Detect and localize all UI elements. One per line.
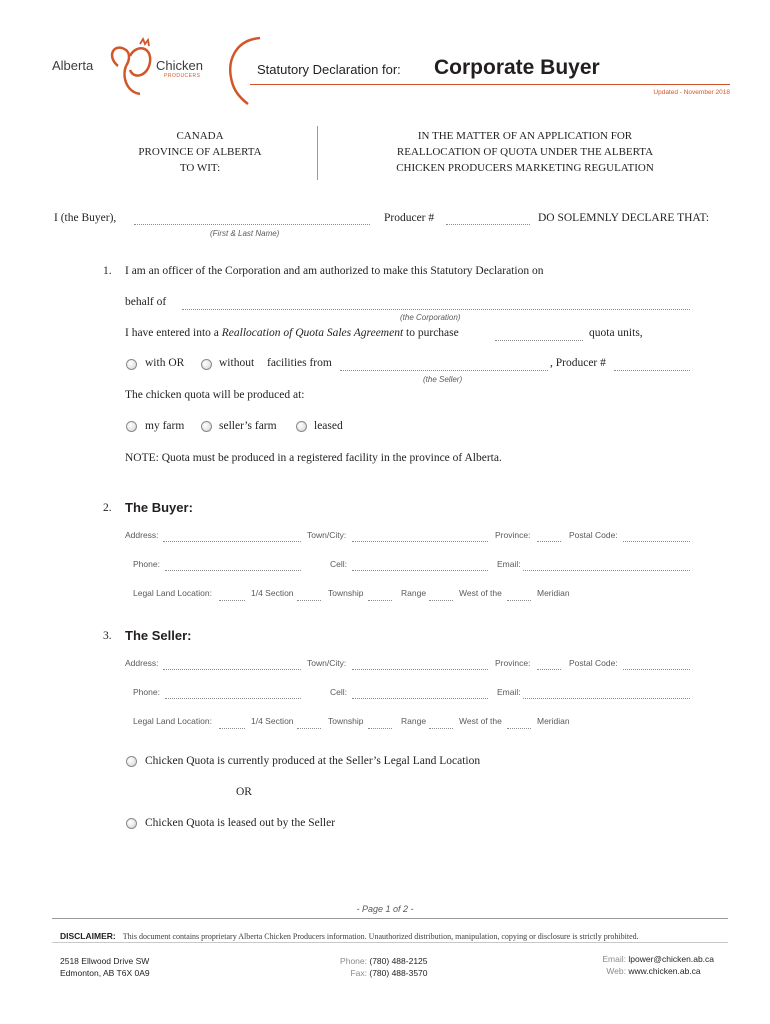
- buyer-label: I (the Buyer),: [54, 212, 117, 224]
- declare-text: DO SOLEMNLY DECLARE THAT:: [538, 212, 710, 224]
- with-or-label: with OR: [145, 357, 185, 369]
- office-address-line: Edmonton, AB T6X 0A9: [60, 968, 150, 978]
- agreement-name: Reallocation of Quota Sales Agreement: [221, 327, 404, 339]
- disclaimer-label: DISCLAIMER:: [60, 931, 116, 941]
- jurisdiction-divider: [317, 126, 318, 180]
- without-facilities-radio[interactable]: [201, 359, 212, 370]
- seller-legal-label: Legal Land Location:: [133, 716, 212, 726]
- seller-legal-field[interactable]: [219, 717, 245, 729]
- section-number: 1.: [103, 265, 112, 277]
- buyer-phone-field[interactable]: [165, 559, 301, 571]
- seller-email-label: Email:: [497, 687, 521, 697]
- corporation-field[interactable]: [182, 298, 690, 310]
- seller-hint: (the Seller): [423, 375, 463, 384]
- seller-phone-field[interactable]: [165, 687, 301, 699]
- seller-postal-field[interactable]: [623, 658, 690, 670]
- corporation-hint: (the Corporation): [400, 313, 461, 322]
- disclaimer-text: This document contains proprietary Alberta Chicken Producers information. Unauthorized distribution, manipulation, copying or disclosure is strictly prohibited.: [122, 932, 639, 941]
- facility-note: NOTE: Quota must be produced in a registered facility in the province of Alberta.: [125, 452, 502, 464]
- seller-quarter-field[interactable]: [297, 717, 321, 729]
- quota-produced-label: Chicken Quota is currently produced at the Seller’s Legal Land Location: [145, 755, 481, 767]
- seller-west-label: West of the: [459, 716, 502, 726]
- buyer-cell-field[interactable]: [352, 559, 488, 571]
- page-title: Corporate Buyer: [434, 56, 600, 79]
- seller-cell-field[interactable]: [352, 687, 488, 699]
- quota-produced-radio[interactable]: [126, 756, 137, 767]
- email-label: Email:: [602, 954, 626, 964]
- seller-meridian-label: Meridian: [537, 716, 570, 726]
- seller-town-label: Town/City:: [307, 658, 347, 668]
- buyer-email-field[interactable]: [523, 559, 690, 571]
- seller-producer-label: , Producer #: [550, 357, 606, 369]
- buyer-range-field[interactable]: [429, 589, 453, 601]
- jurisdiction-left-line: PROVINCE OF ALBERTA: [138, 146, 262, 158]
- buyer-phone-label: Phone:: [133, 559, 160, 569]
- seller-phone-label: Phone:: [133, 687, 160, 697]
- buyer-name-hint: (First & Last Name): [210, 229, 280, 238]
- buyer-town-label: Town/City:: [307, 530, 347, 540]
- agreement-prefix: I have entered into a: [125, 327, 222, 339]
- web-link[interactable]: www.chicken.ab.ca: [628, 966, 701, 976]
- seller-range-field[interactable]: [429, 717, 453, 729]
- seller-township-field[interactable]: [368, 717, 392, 729]
- or-label: OR: [236, 786, 252, 798]
- jurisdiction-left-line: TO WIT:: [179, 162, 221, 174]
- buyer-name-field[interactable]: [134, 213, 370, 225]
- logo-word-sub: PRODUCERS: [164, 73, 201, 79]
- header-rule: [250, 84, 730, 85]
- produced-at-label: The chicken quota will be produced at:: [125, 389, 305, 401]
- seller-email-field[interactable]: [523, 687, 690, 699]
- office-address: [60, 955, 150, 979]
- agreement-suffix: to purchase: [403, 327, 459, 339]
- seller-west-field[interactable]: [507, 717, 531, 729]
- buyer-postal-field[interactable]: [623, 530, 690, 542]
- quota-leased-radio[interactable]: [126, 818, 137, 829]
- seller-quarter-label: 1/4 Section: [251, 716, 294, 726]
- logo: [52, 36, 212, 98]
- with-facilities-radio[interactable]: [126, 359, 137, 370]
- seller-township-label: Township: [328, 716, 364, 726]
- fax-number: (780) 488-3570: [369, 968, 428, 978]
- logo-word-left: Alberta: [52, 58, 94, 73]
- office-address-line: 2518 Ellwood Drive SW: [60, 956, 150, 966]
- phone-label: Phone:: [340, 956, 367, 966]
- buyer-range-label: Range: [401, 588, 427, 598]
- quota-units-label: quota units,: [589, 327, 643, 339]
- page-number: - Page 1 of 2 -: [356, 904, 414, 914]
- buyer-province-label: Province:: [495, 530, 531, 540]
- quota-leased-label: Chicken Quota is leased out by the Seller: [145, 817, 336, 829]
- section-number: 2.: [103, 502, 112, 514]
- seller-province-field[interactable]: [537, 658, 561, 670]
- seller-range-label: Range: [401, 716, 427, 726]
- seller-farm-label: seller’s farm: [219, 420, 277, 432]
- seller-producer-field[interactable]: [614, 359, 690, 371]
- seller-cell-label: Cell:: [330, 687, 348, 697]
- seller-section-title: The Seller:: [125, 628, 192, 643]
- producer-label: Producer #: [384, 212, 435, 224]
- officer-statement: I am an officer of the Corporation and am authorized to make this Statutory Declaration on: [125, 265, 544, 277]
- without-label: without: [219, 357, 255, 369]
- my-farm-radio[interactable]: [126, 421, 137, 432]
- seller-postal-label: Postal Code:: [569, 658, 618, 668]
- facilities-from-label: facilities from: [267, 357, 332, 369]
- buyer-legal-label: Legal Land Location:: [133, 588, 212, 598]
- footer-rule: [52, 918, 728, 919]
- my-farm-label: my farm: [145, 420, 185, 432]
- jurisdiction-right-line: REALLOCATION OF QUOTA UNDER THE ALBERTA: [396, 146, 654, 158]
- buyer-section-title: The Buyer:: [125, 500, 193, 515]
- jurisdiction-left-line: CANADA: [176, 130, 224, 142]
- buyer-cell-label: Cell:: [330, 559, 348, 569]
- buyer-postal-label: Postal Code:: [569, 530, 618, 540]
- buyer-meridian-label: Meridian: [537, 588, 570, 598]
- buyer-quarter-field[interactable]: [297, 589, 321, 601]
- jurisdiction-right: [360, 128, 690, 176]
- section-number: 3.: [103, 630, 112, 642]
- header-title-prefix: Statutory Declaration for:: [257, 62, 401, 77]
- jurisdiction-left: [100, 128, 300, 176]
- buyer-email-label: Email:: [497, 559, 521, 569]
- buyer-west-field[interactable]: [507, 589, 531, 601]
- leased-label: leased: [314, 420, 343, 432]
- buyer-address-label: Address:: [125, 530, 159, 540]
- buyer-town-field[interactable]: [352, 530, 488, 542]
- seller-address-label: Address:: [125, 658, 159, 668]
- web-label: Web:: [606, 966, 626, 976]
- phone-fax-block: [325, 955, 428, 979]
- buyer-township-field[interactable]: [368, 589, 392, 601]
- footer-rule-2: [52, 942, 728, 943]
- buyer-township-label: Township: [328, 588, 364, 598]
- buyer-producer-field[interactable]: [446, 213, 530, 225]
- seller-farm-radio[interactable]: [201, 421, 212, 432]
- buyer-address-field[interactable]: [163, 530, 301, 542]
- email-link[interactable]: lpower@chicken.ab.ca: [628, 954, 715, 964]
- fax-label: Fax:: [350, 968, 367, 978]
- agreement-statement: [125, 327, 459, 339]
- quota-units-field[interactable]: [495, 329, 583, 341]
- jurisdiction-right-line: IN THE MATTER OF AN APPLICATION FOR: [417, 130, 633, 142]
- buyer-legal-field[interactable]: [219, 589, 245, 601]
- seller-town-field[interactable]: [352, 658, 488, 670]
- leased-radio[interactable]: [296, 421, 307, 432]
- buyer-west-label: West of the: [459, 588, 502, 598]
- seller-address-field[interactable]: [163, 658, 301, 670]
- phone-number: (780) 488-2125: [369, 956, 428, 966]
- logo-word-right: Chicken: [156, 58, 203, 73]
- buyer-quarter-label: 1/4 Section: [251, 588, 294, 598]
- seller-province-label: Province:: [495, 658, 531, 668]
- header-arc-icon: [222, 36, 262, 106]
- jurisdiction-right-line: CHICKEN PRODUCERS MARKETING REGULATION: [396, 162, 654, 174]
- buyer-province-field[interactable]: [537, 530, 561, 542]
- email-web-block: [580, 953, 714, 977]
- behalf-label: behalf of: [125, 296, 167, 308]
- seller-name-field[interactable]: [340, 359, 548, 371]
- updated-date: Updated - November 2018: [653, 89, 730, 96]
